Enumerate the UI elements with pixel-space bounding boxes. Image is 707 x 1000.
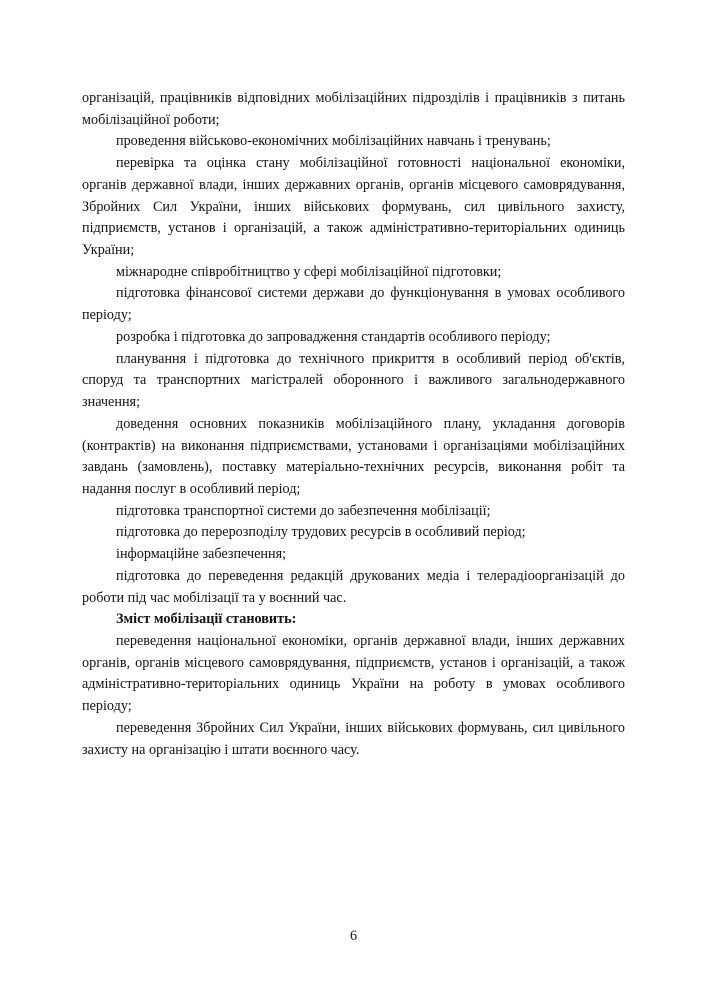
document-body [82, 88, 625, 761]
paragraph: перевірка та оцінка стану мобілізаційної готовності національної економіки, органів державної влади, інших державних органів, органів місцевого самоврядування, Збройних Сил України, інших військових формувань, сил цивільного захисту, підприємств, установ і організацій, а також адміністративно-територіальних одиниць України; [82, 155, 625, 259]
paragraph: переведення Збройних Сил України, інших військових формувань, сил цивільного захисту на організацію і штати воєнного часу. [82, 719, 625, 758]
page-number: 6 [349, 928, 358, 944]
paragraph: переведення національної економіки, органів державної влади, інших державних органів, органів місцевого самоврядування, підприємств, установ і організацій, а також адміністративно-територіальних одиниць України на роботу в умовах особливого періоду; [82, 632, 625, 715]
paragraph: проведення військово-економічних мобілізаційних навчань і тренувань; [116, 133, 551, 150]
paragraph: організацій, працівників відповідних мобілізаційних підрозділів і працівників з питань мобілізаційної роботи; [82, 90, 625, 128]
paragraph: підготовка транспортної системи до забезпечення мобілізації; [116, 502, 491, 519]
paragraph: розробка і підготовка до запровадження стандартів особливого періоду; [116, 328, 551, 345]
paragraph: міжнародне співробітництво у сфері мобілізаційної підготовки; [116, 263, 502, 280]
section-heading: Зміст мобілізації становить: [116, 611, 297, 628]
paragraph: підготовка до переведення редакцій друкованих медіа і телерадіоорганізацій до роботи під час мобілізації та у воєнний час. [82, 567, 625, 606]
paragraph: планування і підготовка до технічного прикриття в особливий період об'єктів, споруд та транспортних магістралей оборонного і важливого загальнодержавного значення; [82, 350, 625, 411]
paragraph: інформаційне забезпечення; [116, 546, 287, 563]
paragraph: підготовка фінансової системи держави до функціонування в умовах особливого періоду; [82, 285, 625, 324]
paragraph: доведення основних показників мобілізаційного плану, укладання договорів (контрактів) на виконання підприємствами, установами і організаціями мобілізаційних завдань (замовлень), поставку матеріально-технічних ресурсів, виконання робіт та надання послуг в особливий період; [82, 415, 625, 497]
paragraph: підготовка до перерозподілу трудових ресурсів в особливий період; [116, 524, 526, 541]
